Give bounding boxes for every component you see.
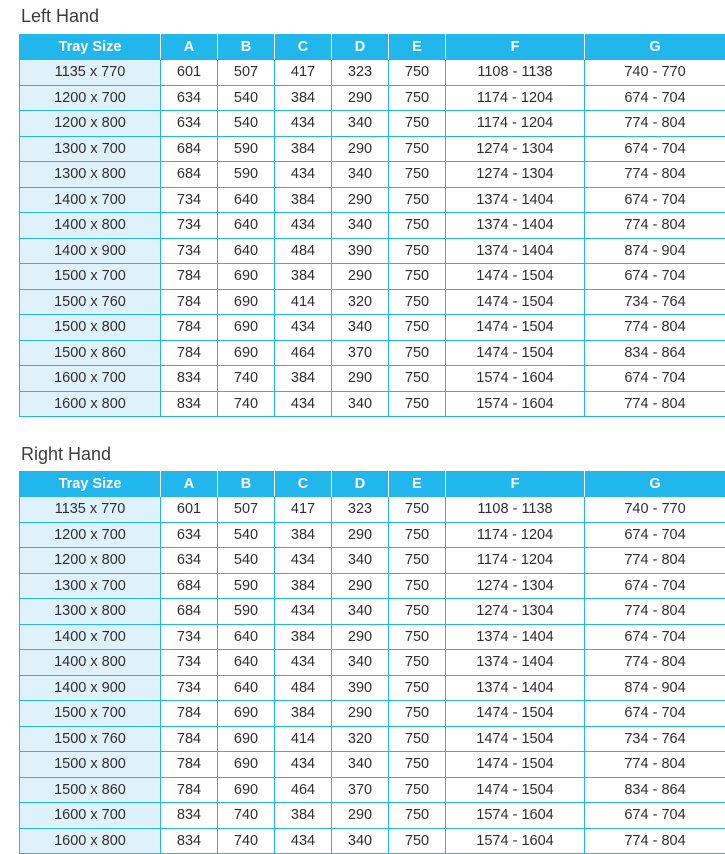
dimension-cell: 414 [275, 289, 332, 315]
dimension-cell: 370 [332, 340, 389, 366]
table-row [20, 573, 725, 599]
tray-size-cell: 1400 x 700 [20, 624, 161, 650]
dimension-cell: 384 [275, 85, 332, 111]
dimension-cell: 734 - 764 [585, 289, 725, 315]
dimension-cell: 784 [161, 752, 218, 778]
dimension-cell: 1474 - 1504 [446, 701, 585, 727]
dimension-cell: 417 [275, 60, 332, 86]
dimension-cell: 750 [389, 366, 446, 392]
dimension-cell: 390 [332, 238, 389, 264]
dimension-cell: 1274 - 1304 [446, 599, 585, 625]
dimension-cell: 1474 - 1504 [446, 264, 585, 290]
column-header-g: G [585, 34, 725, 60]
tray-size-cell: 1600 x 800 [20, 828, 161, 854]
dimension-cell: 1274 - 1304 [446, 136, 585, 162]
tray-size-cell: 1500 x 860 [20, 777, 161, 803]
table-row [20, 522, 725, 548]
dimension-cell: 340 [332, 111, 389, 137]
dimension-cell: 640 [218, 187, 275, 213]
dimension-cell: 417 [275, 497, 332, 523]
dimension-cell: 434 [275, 162, 332, 188]
right-hand-title: Right Hand [21, 444, 112, 464]
dimension-cell: 784 [161, 264, 218, 290]
dimension-cell: 601 [161, 497, 218, 523]
table-row [20, 60, 725, 86]
dimension-cell: 434 [275, 828, 332, 854]
dimension-cell: 690 [218, 264, 275, 290]
column-header-tray-size: Tray Size [20, 471, 161, 497]
dimension-cell: 774 - 804 [585, 162, 725, 188]
table-row [20, 752, 725, 778]
dimension-cell: 784 [161, 340, 218, 366]
column-header-e: E [389, 471, 446, 497]
tray-size-cell: 1400 x 700 [20, 187, 161, 213]
dimension-cell: 750 [389, 497, 446, 523]
dimension-cell: 750 [389, 289, 446, 315]
right-hand-table [19, 471, 725, 854]
dimension-cell: 323 [332, 60, 389, 86]
left-hand-title: Left Hand [21, 6, 100, 26]
dimension-cell: 434 [275, 650, 332, 676]
table-row [20, 238, 725, 264]
tray-size-cell: 1500 x 800 [20, 752, 161, 778]
dimension-cell: 750 [389, 111, 446, 137]
dimension-cell: 674 - 704 [585, 573, 725, 599]
tray-size-cell: 1600 x 700 [20, 366, 161, 392]
dimension-cell: 784 [161, 777, 218, 803]
column-header-f: F [446, 471, 585, 497]
dimension-cell: 690 [218, 752, 275, 778]
dimension-cell: 1174 - 1204 [446, 548, 585, 574]
dimension-cell: 774 - 804 [585, 315, 725, 341]
dimension-cell: 384 [275, 366, 332, 392]
table-row [20, 85, 725, 111]
table-row [20, 264, 725, 290]
dimension-cell: 734 - 764 [585, 726, 725, 752]
column-header-a: A [161, 471, 218, 497]
table-row [20, 675, 725, 701]
tray-size-cell: 1300 x 800 [20, 599, 161, 625]
table-row [20, 289, 725, 315]
dimension-cell: 1574 - 1604 [446, 803, 585, 829]
column-header-c: C [275, 34, 332, 60]
dimension-cell: 1574 - 1604 [446, 828, 585, 854]
column-header-b: B [218, 471, 275, 497]
dimension-cell: 784 [161, 289, 218, 315]
dimension-cell: 290 [332, 85, 389, 111]
dimension-cell: 1108 - 1138 [446, 60, 585, 86]
dimension-cell: 684 [161, 599, 218, 625]
dimension-cell: 750 [389, 264, 446, 290]
table-row [20, 701, 725, 727]
dimension-cell: 1474 - 1504 [446, 726, 585, 752]
tray-size-cell: 1500 x 700 [20, 264, 161, 290]
table-row [20, 624, 725, 650]
table-row [20, 366, 725, 392]
dimension-cell: 634 [161, 522, 218, 548]
dimension-cell: 340 [332, 752, 389, 778]
dimension-cell: 1474 - 1504 [446, 340, 585, 366]
dimension-cell: 540 [218, 522, 275, 548]
table-row [20, 726, 725, 752]
dimension-cell: 384 [275, 522, 332, 548]
dimension-cell: 774 - 804 [585, 752, 725, 778]
dimension-cell: 674 - 704 [585, 136, 725, 162]
dimension-cell: 674 - 704 [585, 264, 725, 290]
dimension-cell: 750 [389, 315, 446, 341]
table-row [20, 162, 725, 188]
dimension-cell: 1374 - 1404 [446, 187, 585, 213]
dimension-cell: 290 [332, 701, 389, 727]
dimension-cell: 734 [161, 624, 218, 650]
dimension-cell: 874 - 904 [585, 238, 725, 264]
table-header-row [20, 471, 725, 497]
dimension-cell: 1174 - 1204 [446, 111, 585, 137]
dimension-cell: 750 [389, 136, 446, 162]
tray-size-cell: 1600 x 800 [20, 391, 161, 417]
dimension-cell: 384 [275, 187, 332, 213]
dimension-cell: 750 [389, 162, 446, 188]
dimension-cell: 340 [332, 828, 389, 854]
table-row [20, 548, 725, 574]
dimension-cell: 1174 - 1204 [446, 522, 585, 548]
tray-size-cell: 1200 x 700 [20, 522, 161, 548]
dimension-cell: 384 [275, 624, 332, 650]
dimension-cell: 323 [332, 497, 389, 523]
dimension-cell: 834 [161, 803, 218, 829]
dimension-cell: 434 [275, 599, 332, 625]
dimension-cell: 464 [275, 777, 332, 803]
dimension-cell: 540 [218, 111, 275, 137]
dimension-cell: 384 [275, 136, 332, 162]
dimension-cell: 674 - 704 [585, 701, 725, 727]
tray-size-cell: 1135 x 770 [20, 497, 161, 523]
dimension-cell: 784 [161, 726, 218, 752]
dimension-cell: 634 [161, 548, 218, 574]
dimension-cell: 414 [275, 726, 332, 752]
tray-size-cell: 1300 x 700 [20, 136, 161, 162]
dimension-cell: 340 [332, 315, 389, 341]
dimension-cell: 1574 - 1604 [446, 366, 585, 392]
dimension-cell: 1374 - 1404 [446, 213, 585, 239]
table-row [20, 803, 725, 829]
dimension-cell: 690 [218, 726, 275, 752]
dimension-cell: 740 [218, 391, 275, 417]
dimension-cell: 290 [332, 187, 389, 213]
dimension-cell: 674 - 704 [585, 85, 725, 111]
tray-size-cell: 1135 x 770 [20, 60, 161, 86]
dimension-cell: 750 [389, 752, 446, 778]
dimension-cell: 734 [161, 213, 218, 239]
dimension-cell: 734 [161, 187, 218, 213]
table-row [20, 315, 725, 341]
dimension-cell: 734 [161, 675, 218, 701]
dimension-cell: 640 [218, 238, 275, 264]
column-header-f: F [446, 34, 585, 60]
dimension-cell: 834 - 864 [585, 340, 725, 366]
dimension-cell: 1374 - 1404 [446, 675, 585, 701]
column-header-d: D [332, 471, 389, 497]
dimension-cell: 740 [218, 828, 275, 854]
tray-size-cell: 1200 x 700 [20, 85, 161, 111]
dimension-cell: 290 [332, 264, 389, 290]
dimension-cell: 290 [332, 366, 389, 392]
table-row [20, 340, 725, 366]
tray-size-cell: 1300 x 700 [20, 573, 161, 599]
dimension-cell: 774 - 804 [585, 828, 725, 854]
table-row [20, 213, 725, 239]
dimension-cell: 507 [218, 60, 275, 86]
dimension-cell: 507 [218, 497, 275, 523]
table-row [20, 111, 725, 137]
dimension-cell: 1174 - 1204 [446, 85, 585, 111]
column-header-g: G [585, 471, 725, 497]
table-row [20, 650, 725, 676]
dimension-cell: 1474 - 1504 [446, 777, 585, 803]
dimension-cell: 434 [275, 315, 332, 341]
column-header-d: D [332, 34, 389, 60]
dimension-cell: 750 [389, 340, 446, 366]
dimension-cell: 834 [161, 391, 218, 417]
dimension-cell: 750 [389, 726, 446, 752]
dimension-cell: 674 - 704 [585, 187, 725, 213]
dimension-cell: 750 [389, 213, 446, 239]
tray-size-cell: 1600 x 700 [20, 803, 161, 829]
dimension-cell: 484 [275, 238, 332, 264]
dimension-cell: 1108 - 1138 [446, 497, 585, 523]
table-row [20, 828, 725, 854]
dimension-cell: 774 - 804 [585, 650, 725, 676]
dimension-cell: 484 [275, 675, 332, 701]
dimension-cell: 1374 - 1404 [446, 650, 585, 676]
dimension-cell: 740 [218, 803, 275, 829]
dimension-cell: 674 - 704 [585, 624, 725, 650]
dimension-cell: 750 [389, 828, 446, 854]
dimension-cell: 1274 - 1304 [446, 162, 585, 188]
dimension-cell: 634 [161, 111, 218, 137]
dimension-cell: 690 [218, 777, 275, 803]
dimension-cell: 750 [389, 803, 446, 829]
dimension-cell: 464 [275, 340, 332, 366]
dimension-cell: 750 [389, 624, 446, 650]
dimension-cell: 290 [332, 624, 389, 650]
dimension-cell: 340 [332, 391, 389, 417]
dimension-cell: 434 [275, 391, 332, 417]
table-row [20, 136, 725, 162]
tray-size-cell: 1200 x 800 [20, 111, 161, 137]
dimension-cell: 601 [161, 60, 218, 86]
dimension-cell: 434 [275, 213, 332, 239]
dimension-cell: 340 [332, 650, 389, 676]
dimension-cell: 1474 - 1504 [446, 315, 585, 341]
tray-size-cell: 1200 x 800 [20, 548, 161, 574]
dimension-cell: 740 [218, 366, 275, 392]
dimension-cell: 290 [332, 573, 389, 599]
dimension-cell: 774 - 804 [585, 548, 725, 574]
dimension-cell: 750 [389, 60, 446, 86]
dimension-cell: 834 - 864 [585, 777, 725, 803]
dimension-cell: 750 [389, 599, 446, 625]
dimension-cell: 340 [332, 599, 389, 625]
dimension-cell: 640 [218, 624, 275, 650]
dimension-cell: 684 [161, 573, 218, 599]
column-header-c: C [275, 471, 332, 497]
dimension-cell: 750 [389, 238, 446, 264]
table-row [20, 599, 725, 625]
dimension-cell: 834 [161, 366, 218, 392]
dimension-cell: 750 [389, 187, 446, 213]
tray-size-cell: 1400 x 900 [20, 238, 161, 264]
dimension-cell: 370 [332, 777, 389, 803]
dimension-cell: 684 [161, 162, 218, 188]
dimension-cell: 674 - 704 [585, 522, 725, 548]
dimension-cell: 750 [389, 573, 446, 599]
dimension-cell: 834 [161, 828, 218, 854]
dimension-cell: 750 [389, 701, 446, 727]
dimension-cell: 340 [332, 548, 389, 574]
dimension-cell: 640 [218, 675, 275, 701]
dimension-cell: 674 - 704 [585, 366, 725, 392]
dimension-cell: 734 [161, 650, 218, 676]
column-header-a: A [161, 34, 218, 60]
dimension-cell: 590 [218, 573, 275, 599]
dimension-cell: 750 [389, 548, 446, 574]
dimension-cell: 750 [389, 650, 446, 676]
dimension-cell: 750 [389, 391, 446, 417]
dimension-cell: 384 [275, 701, 332, 727]
tray-size-cell: 1400 x 800 [20, 213, 161, 239]
tray-size-cell: 1500 x 800 [20, 315, 161, 341]
dimension-cell: 750 [389, 85, 446, 111]
tray-size-cell: 1500 x 760 [20, 726, 161, 752]
dimension-cell: 690 [218, 289, 275, 315]
dimension-cell: 340 [332, 162, 389, 188]
dimension-cell: 740 - 770 [585, 60, 725, 86]
table-row [20, 497, 725, 523]
table-header-row [20, 34, 725, 60]
dimension-cell: 774 - 804 [585, 391, 725, 417]
column-header-e: E [389, 34, 446, 60]
dimension-cell: 774 - 804 [585, 599, 725, 625]
dimension-cell: 634 [161, 85, 218, 111]
dimension-cell: 690 [218, 315, 275, 341]
dimension-cell: 640 [218, 213, 275, 239]
table-row [20, 187, 725, 213]
dimension-cell: 290 [332, 803, 389, 829]
dimension-cell: 320 [332, 726, 389, 752]
dimension-cell: 1374 - 1404 [446, 238, 585, 264]
dimension-cell: 590 [218, 162, 275, 188]
dimension-cell: 290 [332, 522, 389, 548]
dimension-cell: 590 [218, 136, 275, 162]
dimension-cell: 734 [161, 238, 218, 264]
tray-size-cell: 1500 x 700 [20, 701, 161, 727]
dimension-cell: 1374 - 1404 [446, 624, 585, 650]
tray-size-cell: 1300 x 800 [20, 162, 161, 188]
dimension-cell: 1474 - 1504 [446, 752, 585, 778]
dimension-cell: 750 [389, 675, 446, 701]
column-header-b: B [218, 34, 275, 60]
dimension-cell: 874 - 904 [585, 675, 725, 701]
dimension-cell: 690 [218, 701, 275, 727]
dimension-cell: 340 [332, 213, 389, 239]
dimension-cell: 390 [332, 675, 389, 701]
dimension-cell: 1274 - 1304 [446, 573, 585, 599]
dimension-cell: 434 [275, 111, 332, 137]
dimension-cell: 740 - 770 [585, 497, 725, 523]
dimension-cell: 434 [275, 752, 332, 778]
table-row [20, 391, 725, 417]
dimension-cell: 774 - 804 [585, 213, 725, 239]
dimension-cell: 784 [161, 701, 218, 727]
dimension-cell: 750 [389, 777, 446, 803]
dimension-cell: 434 [275, 548, 332, 574]
dimension-cell: 750 [389, 522, 446, 548]
left-hand-table [19, 34, 725, 417]
dimension-cell: 784 [161, 315, 218, 341]
dimension-cell: 590 [218, 599, 275, 625]
dimension-cell: 674 - 704 [585, 803, 725, 829]
dimension-cell: 774 - 804 [585, 111, 725, 137]
tray-size-cell: 1500 x 860 [20, 340, 161, 366]
dimension-cell: 540 [218, 548, 275, 574]
dimension-cell: 1574 - 1604 [446, 391, 585, 417]
tray-size-cell: 1400 x 900 [20, 675, 161, 701]
dimension-cell: 290 [332, 136, 389, 162]
dimension-cell: 1474 - 1504 [446, 289, 585, 315]
dimension-cell: 320 [332, 289, 389, 315]
dimension-cell: 640 [218, 650, 275, 676]
dimension-cell: 690 [218, 340, 275, 366]
dimension-cell: 684 [161, 136, 218, 162]
dimension-cell: 384 [275, 573, 332, 599]
tray-size-cell: 1500 x 760 [20, 289, 161, 315]
dimension-cell: 540 [218, 85, 275, 111]
table-row [20, 777, 725, 803]
tray-size-cell: 1400 x 800 [20, 650, 161, 676]
dimension-cell: 384 [275, 264, 332, 290]
column-header-tray-size: Tray Size [20, 34, 161, 60]
dimension-cell: 384 [275, 803, 332, 829]
